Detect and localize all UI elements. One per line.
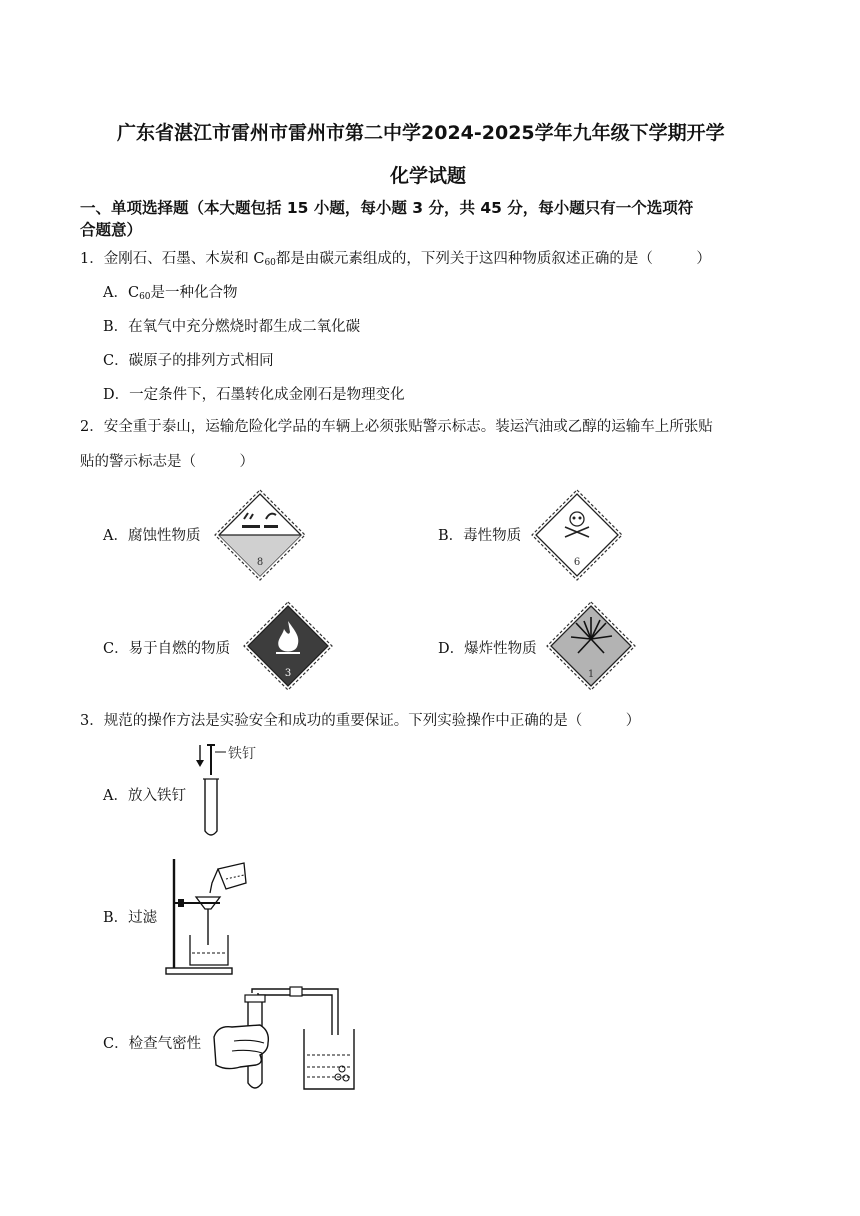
- sign-c-number: 3: [284, 668, 292, 679]
- q1-stem-subscript: 60: [264, 258, 276, 268]
- flammable-flame-sign-icon: [243, 601, 333, 691]
- q1-option-a[interactable]: [103, 281, 238, 302]
- toxic-skull-sign-icon: [531, 489, 623, 581]
- q2-option-a[interactable]: A．腐蚀性物质: [103, 528, 201, 544]
- q1-stem-part-b: 都是由碳元素组成的，下列关于这四种物质叙述正确的是（ ）: [275, 251, 711, 267]
- sign-a-number: 8: [256, 557, 264, 568]
- section-heading-line2: 合题意）: [80, 221, 143, 239]
- sign-b-number: 6: [573, 557, 581, 568]
- q2-option-b[interactable]: B．毒性物质: [438, 528, 522, 544]
- q3-stem: 3．规范的操作方法是实验安全和成功的重要保证。下列实验操作中正确的是（ ）: [80, 713, 641, 729]
- q1-option-c[interactable]: C．碳原子的排列方式相同: [103, 353, 274, 369]
- nail-label: 铁钉: [228, 746, 256, 762]
- airtightness-check-figure: [212, 985, 368, 1095]
- q2-option-d[interactable]: D．爆炸性物质: [438, 641, 537, 657]
- q3-option-b[interactable]: B．过滤: [103, 910, 158, 926]
- q2-stem-line1: 2．安全重于泰山，运输危险化学品的车辆上必须张贴警示标志。装运汽油或乙醇的运输车上所张贴: [80, 419, 713, 435]
- section-heading-line1: 一、单项选择题（本大题包括 15 小题，每小题 3 分，共 45 分，每小题只有一个选项符: [80, 199, 694, 217]
- q2-option-c[interactable]: C．易于自燃的物质: [103, 641, 231, 657]
- q3-option-a[interactable]: A．放入铁钉: [103, 788, 186, 804]
- q1-stem-part-a: 1．金刚石、石墨、木炭和 C: [80, 251, 265, 267]
- sign-d-number: 1: [587, 669, 595, 680]
- filtration-apparatus-figure: [160, 853, 252, 978]
- q1-option-d[interactable]: D．一定条件下，石墨转化成金刚石是物理变化: [103, 387, 405, 403]
- paper-title-line1: 广东省湛江市雷州市雷州市第二中学2024-2025学年九年级下学期开学: [117, 122, 725, 144]
- q1-option-a-subscript: 60: [139, 292, 151, 302]
- explosive-sign-icon: [546, 601, 636, 691]
- test-tube-nail-figure: [194, 741, 274, 841]
- q2-stem-line2: 贴的警示标志是（ ）: [80, 454, 254, 470]
- q1-option-a-part-a: A．C: [103, 285, 140, 301]
- q3-option-c[interactable]: C．检查气密性: [103, 1036, 202, 1052]
- corrosive-sign-icon: [214, 489, 306, 581]
- q1-stem: [80, 247, 711, 268]
- q1-option-a-part-b: 是一种化合物: [150, 285, 238, 301]
- q1-option-b[interactable]: B．在氧气中充分燃烧时都生成二氧化碳: [103, 319, 361, 335]
- paper-title-line2: 化学试题: [390, 165, 467, 187]
